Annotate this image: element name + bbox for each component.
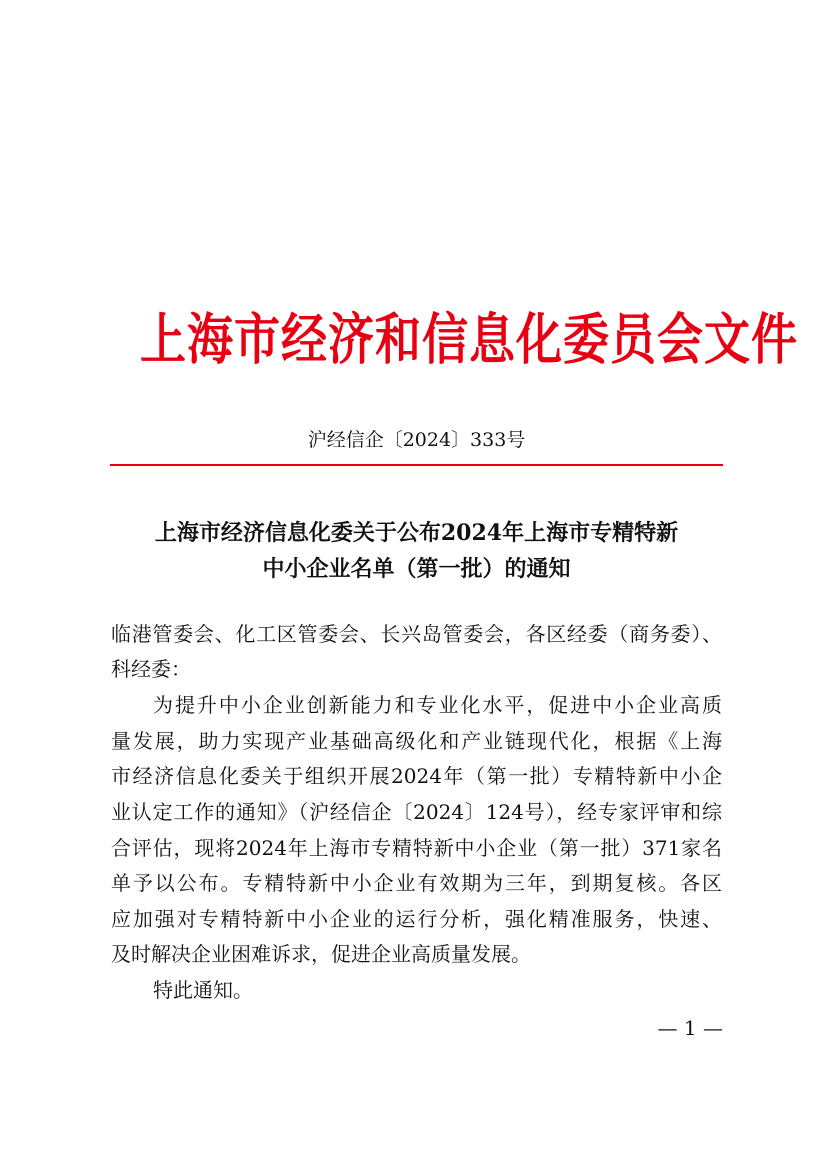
- body-paragraph-line: 量发展，助力实现产业基础高级化和产业链现代化，根据《上海: [111, 729, 722, 753]
- body-paragraph-line: 应加强对专精特新中小企业的运行分析，强化精准服务，快速、: [111, 907, 722, 931]
- closing-remark: 特此通知。: [153, 978, 253, 1002]
- page-number: — 1 —: [657, 1016, 723, 1040]
- body-paragraph-line: 市经济信息化委关于组织开展2024年（第一批）专精特新中小企: [111, 764, 722, 788]
- addressee-line-2: 科经委：: [111, 657, 191, 681]
- document-number: 沪经信企〔2024〕333号: [307, 429, 526, 451]
- notice-heading-line-1: 上海市经济信息化委关于公布2024年上海市专精特新: [154, 520, 679, 546]
- body-paragraph-line: 为提升中小企业创新能力和专业化水平，促进中小企业高质: [153, 693, 722, 717]
- body-paragraph-line: 业认定工作的通知》（沪经信企〔2024〕124号），经专家评审和综: [111, 800, 722, 824]
- issuing-organization-title: 上海市经济和信息化委员会文件: [140, 306, 798, 372]
- notice-heading-line-2: 中小企业名单（第一批）的通知: [262, 556, 571, 582]
- body-paragraph-line: 合评估，现将2024年上海市专精特新中小企业（第一批）371家名: [111, 836, 722, 860]
- addressee-line-1: 临港管委会、化工区管委会、长兴岛管委会，各区经委（商务委）、: [111, 622, 722, 646]
- body-paragraph-line: 单予以公布。专精特新中小企业有效期为三年，到期复核。各区: [111, 871, 722, 895]
- body-paragraph-line: 及时解决企业困难诉求，促进企业高质量发展。: [111, 942, 531, 966]
- red-divider-line: [110, 464, 723, 466]
